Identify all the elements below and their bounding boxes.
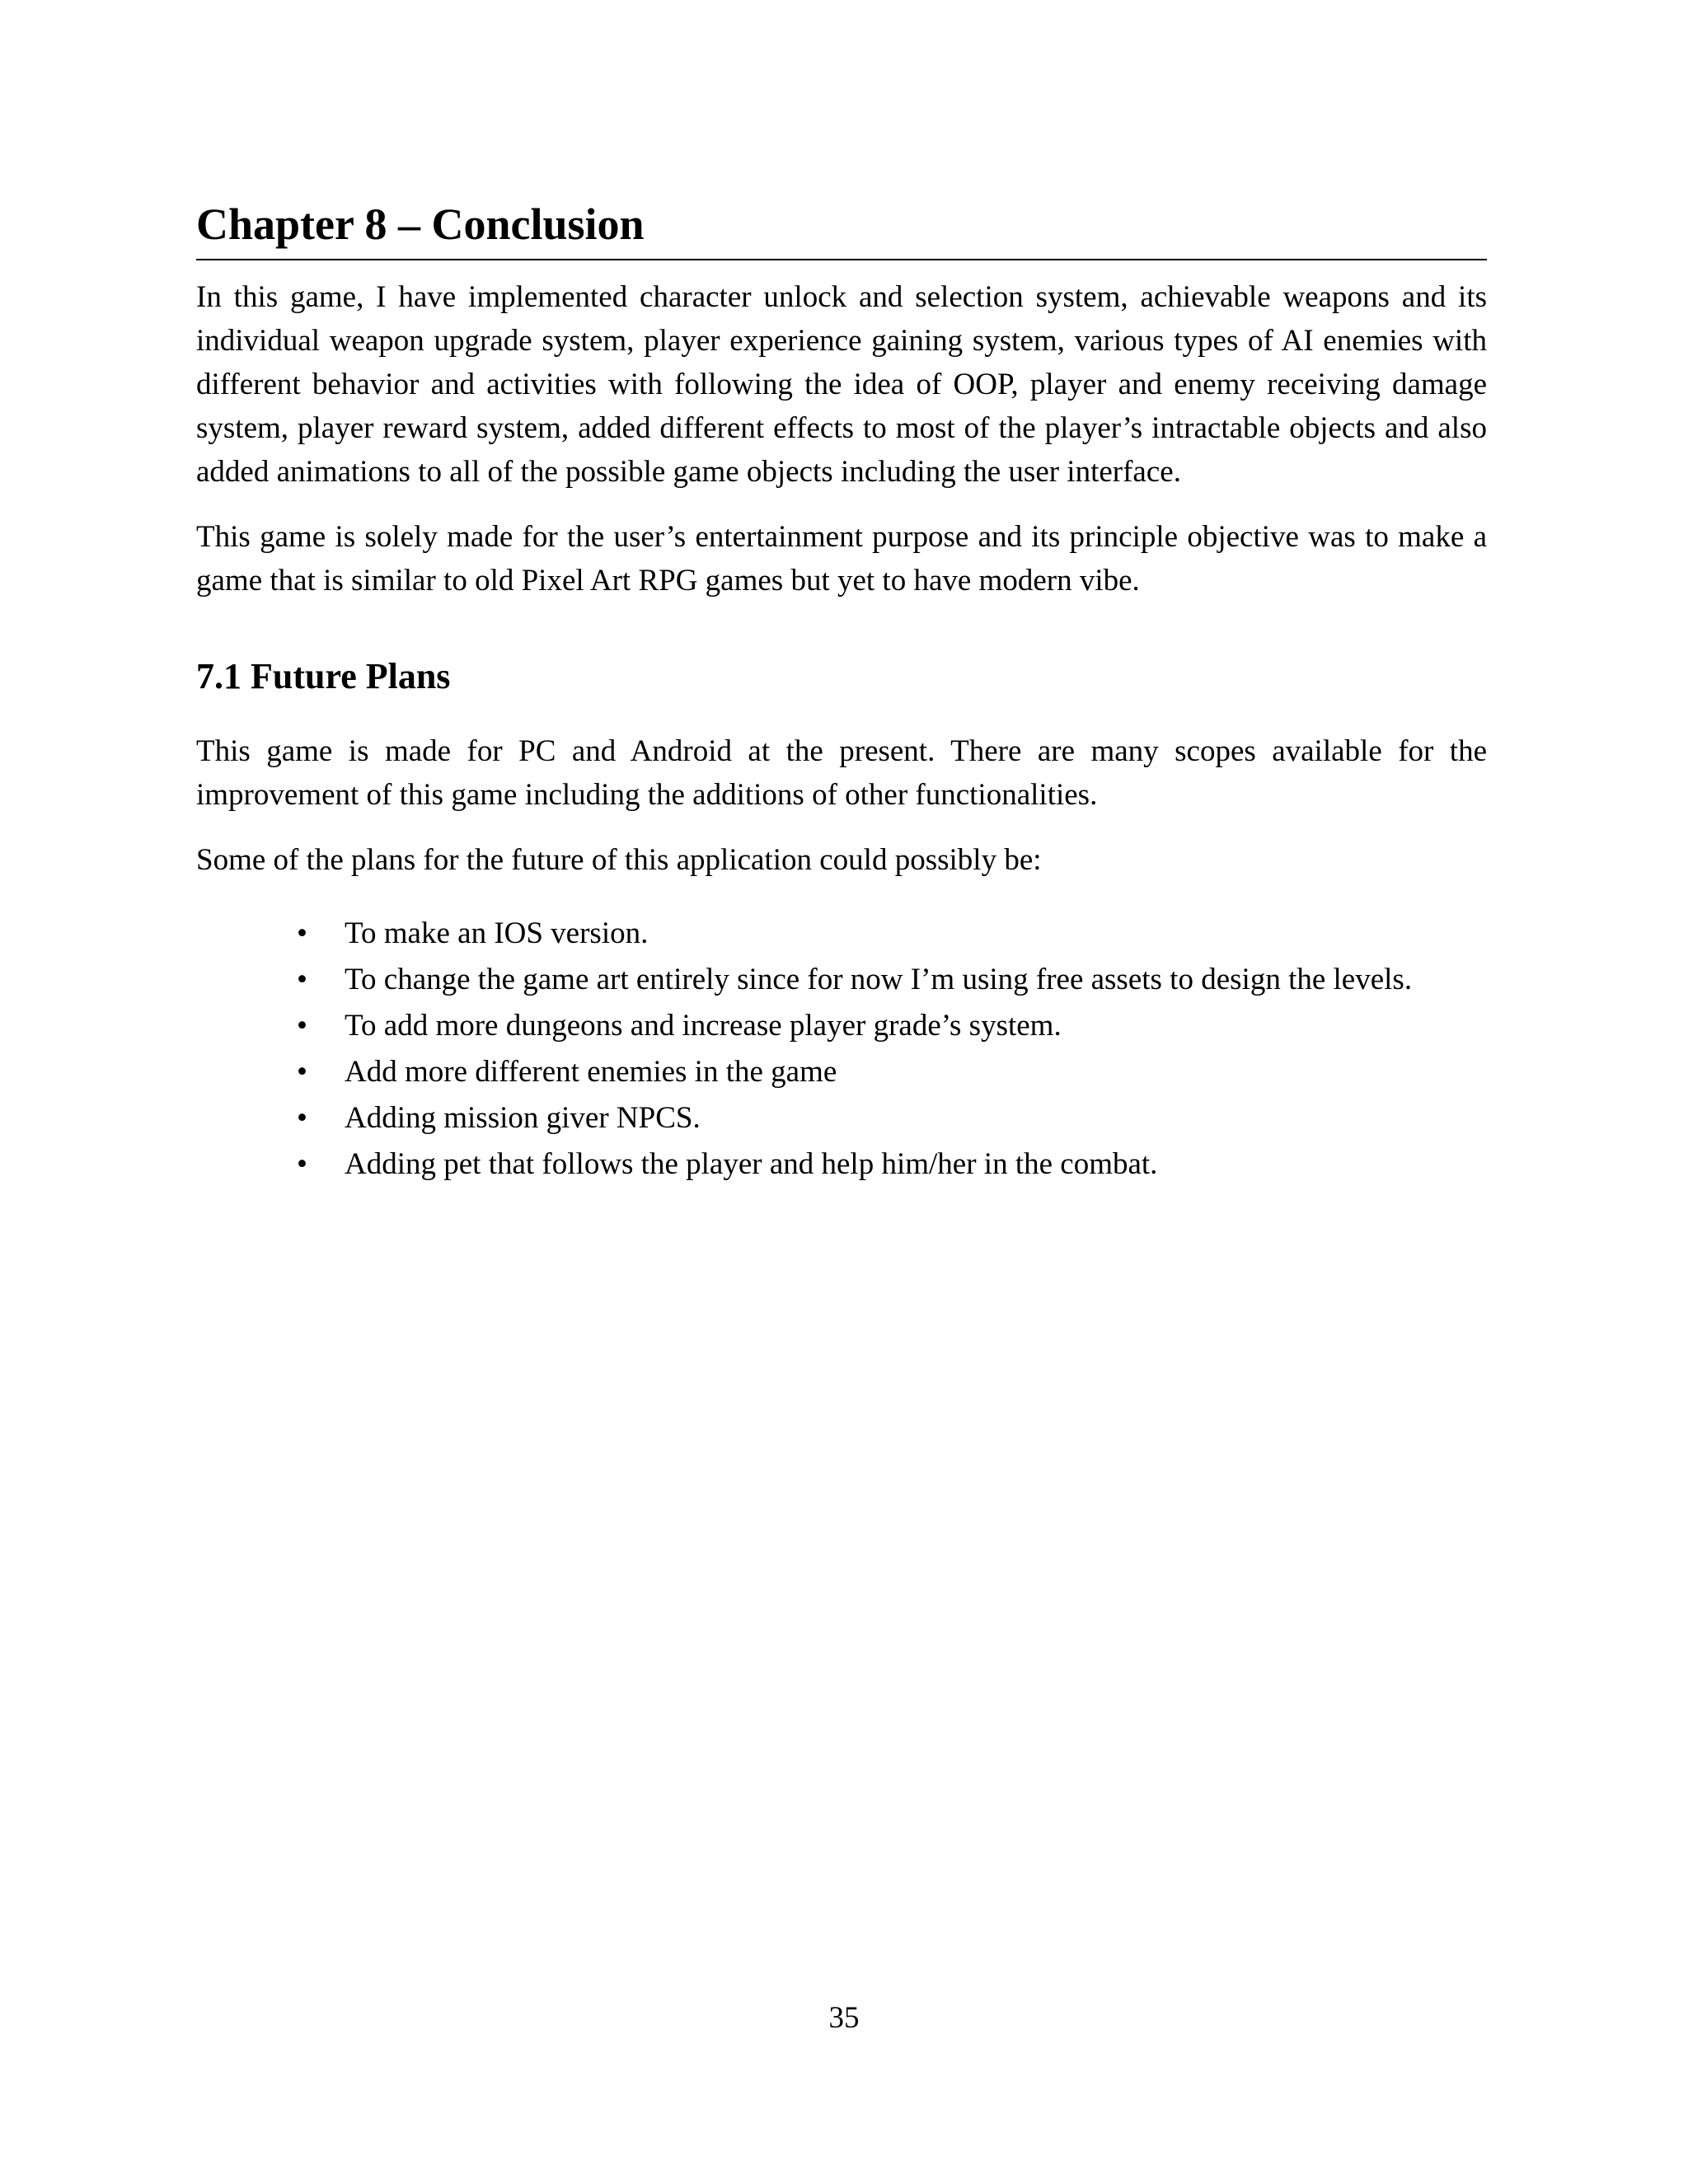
section-title-future-plans: 7.1 Future Plans [196, 656, 451, 696]
list-item [297, 1050, 1487, 1094]
bullet-icon: • [297, 963, 307, 996]
list-item-text: To make an IOS version. [345, 916, 649, 950]
page-content [196, 194, 1487, 1188]
list-item-text: Add more different enemies in the game [345, 1055, 837, 1089]
page-number: 35 [828, 2001, 860, 2035]
future-plans-list [196, 912, 1487, 1186]
bullet-icon: • [297, 1009, 307, 1043]
future-plans-paragraph-2: Some of the plans for the future of this application could possibly be: [196, 843, 1042, 877]
list-item-text: Adding pet that follows the player and help him/her in the combat. [345, 1147, 1158, 1181]
bullet-icon: • [297, 1055, 307, 1089]
list-item-text: To add more dungeons and increase player grade’s system. [345, 1009, 1062, 1043]
list-item [297, 1096, 1487, 1140]
list-item [297, 912, 1487, 955]
bullet-icon: • [297, 1101, 307, 1135]
conclusion-paragraph-2: This game is solely made for the user’s entertainment purpose and its principle objective was to make a game that is similar to old Pixel Art RPG games but yet to have modern vibe. [196, 520, 1487, 598]
list-item [297, 1142, 1487, 1186]
list-item [297, 1004, 1487, 1047]
chapter-title: Chapter 8 – Conclusion [196, 194, 1487, 260]
future-plans-paragraph-1: This game is made for PC and Android at the present. There are many scopes available for the improvement of this game including the additions of other functionalities. [196, 734, 1487, 812]
bullet-icon: • [297, 916, 307, 950]
bullet-icon: • [297, 1147, 307, 1181]
list-item-text: Adding mission giver NPCS. [345, 1101, 701, 1135]
list-item [297, 958, 1487, 1001]
list-item-text: To change the game art entirely since for now I’m using free assets to design the levels. [345, 963, 1413, 996]
conclusion-paragraph-1: In this game, I have implemented character unlock and selection system, achievable weapons and its individual weapon upgrade system, player experience gaining system, various types of AI enemies with different behavior and activities with following the idea of OOP, player and enemy receiving damage system, player reward system, added different effects to most of the player’s intractable objects and also added animations to all of the possible game objects including the user interface. [196, 280, 1487, 489]
